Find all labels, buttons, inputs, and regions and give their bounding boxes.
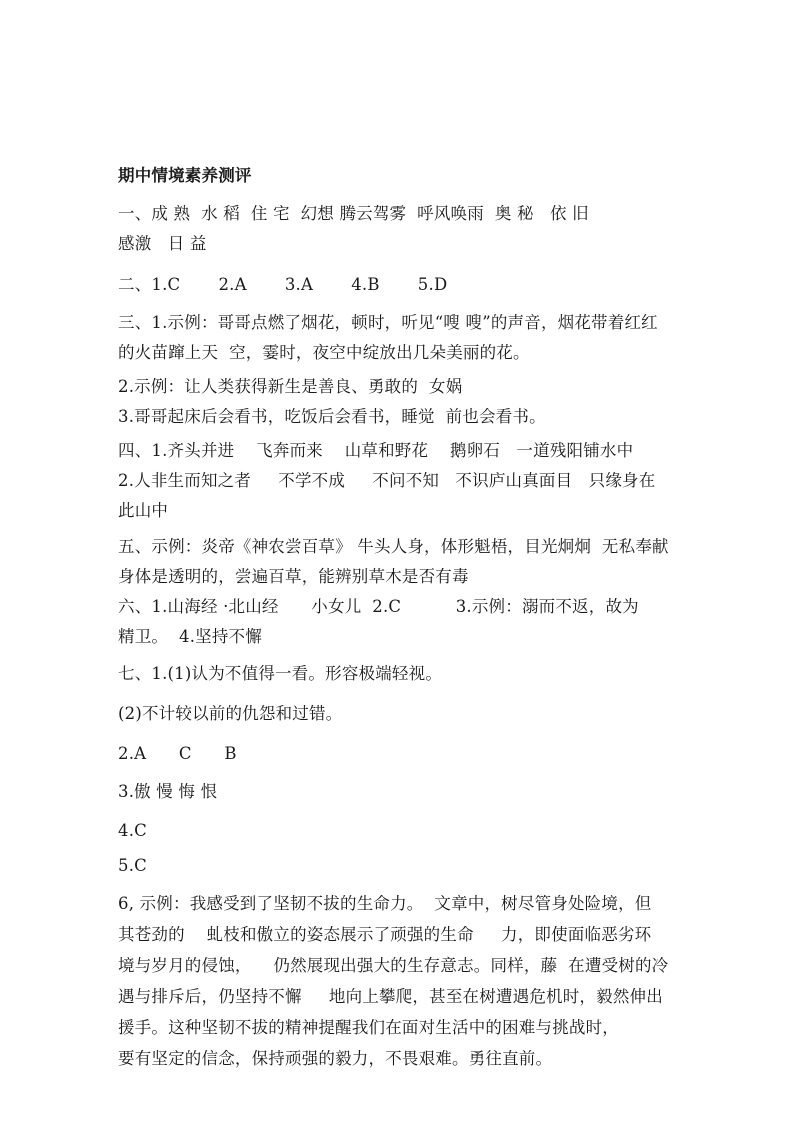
answer-line: 援手。这种坚韧不拔的精神提醒我们在面对生活中的困难与挑战时， [118,1018,619,1037]
answer-line: 5.C [118,856,147,875]
answer-line: 此山中 [118,501,169,520]
answer-line: 七、1.(1)认为不值得一看。形容极端轻视。 [118,664,443,683]
answer-line: 六、1.山海经 ·北山经 小女儿 2.C 3.示例：溺而不返，故为 [118,597,639,616]
answer-line: 五、示例：炎帝《神农尝百草》 牛头人身，体形魁梧，目光炯炯 无私奉献 [118,537,669,556]
page-title: 期中情境素养测评 [118,166,252,185]
answer-line: 2.人非生而知之者 不学不成 不问不知 不识庐山真面目 只缘身在 [118,471,656,490]
answer-line: 遇与排斥后，仍坚持不懈 地向上攀爬，甚至在树遭遇危机时，毅然伸出 [118,987,663,1006]
answer-line: 精卫。 4.坚持不懈 [118,627,262,646]
answer-line: 2.示例：让人类获得新生是善良、勇敢的 女娲 [118,377,463,396]
answer-line: 感激 日 益 [118,234,207,253]
answer-line: 二、1.C 2.A 3.A 4.B 5.D [118,275,448,294]
answer-line: 要有坚定的信念，保持顽强的毅力，不畏艰难。勇往直前。 [118,1049,553,1068]
answer-line: 4.C [118,821,147,840]
answer-line: 一、成 熟 水 稻 住 宅 幻想 腾云驾雾 呼风唤雨 奥 秘 依 旧 [118,204,589,223]
answer-line: 6, 示例：我感受到了坚韧不拔的生命力。 文章中，树尽管身处险境，但 [118,894,652,913]
answer-line: 境与岁月的侵蚀， 仍然展现出强大的生存意志。同样，藤 在遭受树的冷 [118,956,669,975]
answer-line: 身体是透明的，尝遍百草，能辨别草木是否有毒 [118,567,469,586]
answer-line: 三、1.示例：哥哥点燃了烟花，顿时，听见“嗖 嗖”的声音，烟花带着红红 [118,313,658,332]
answer-line: 3.傲 慢 悔 恨 [118,782,218,801]
answer-line: (2)不计较以前的仇怨和过错。 [118,704,343,723]
answer-line: 3.哥哥起床后会看书，吃饭后会看书，睡觉 前也会看书。 [118,407,546,426]
answer-line: 的火苗蹿上天 空，霎时，夜空中绽放出几朵美丽的花。 [118,343,530,362]
answer-line: 其苍劲的 虬枝和傲立的姿态展示了顽强的生命 力，即使面临恶劣环 [118,925,652,944]
answer-line: 四、1.齐头并进 飞奔而来 山草和野花 鹅卵石 一道残阳铺水中 [118,441,634,460]
answer-line: 2.A C B [118,744,237,763]
